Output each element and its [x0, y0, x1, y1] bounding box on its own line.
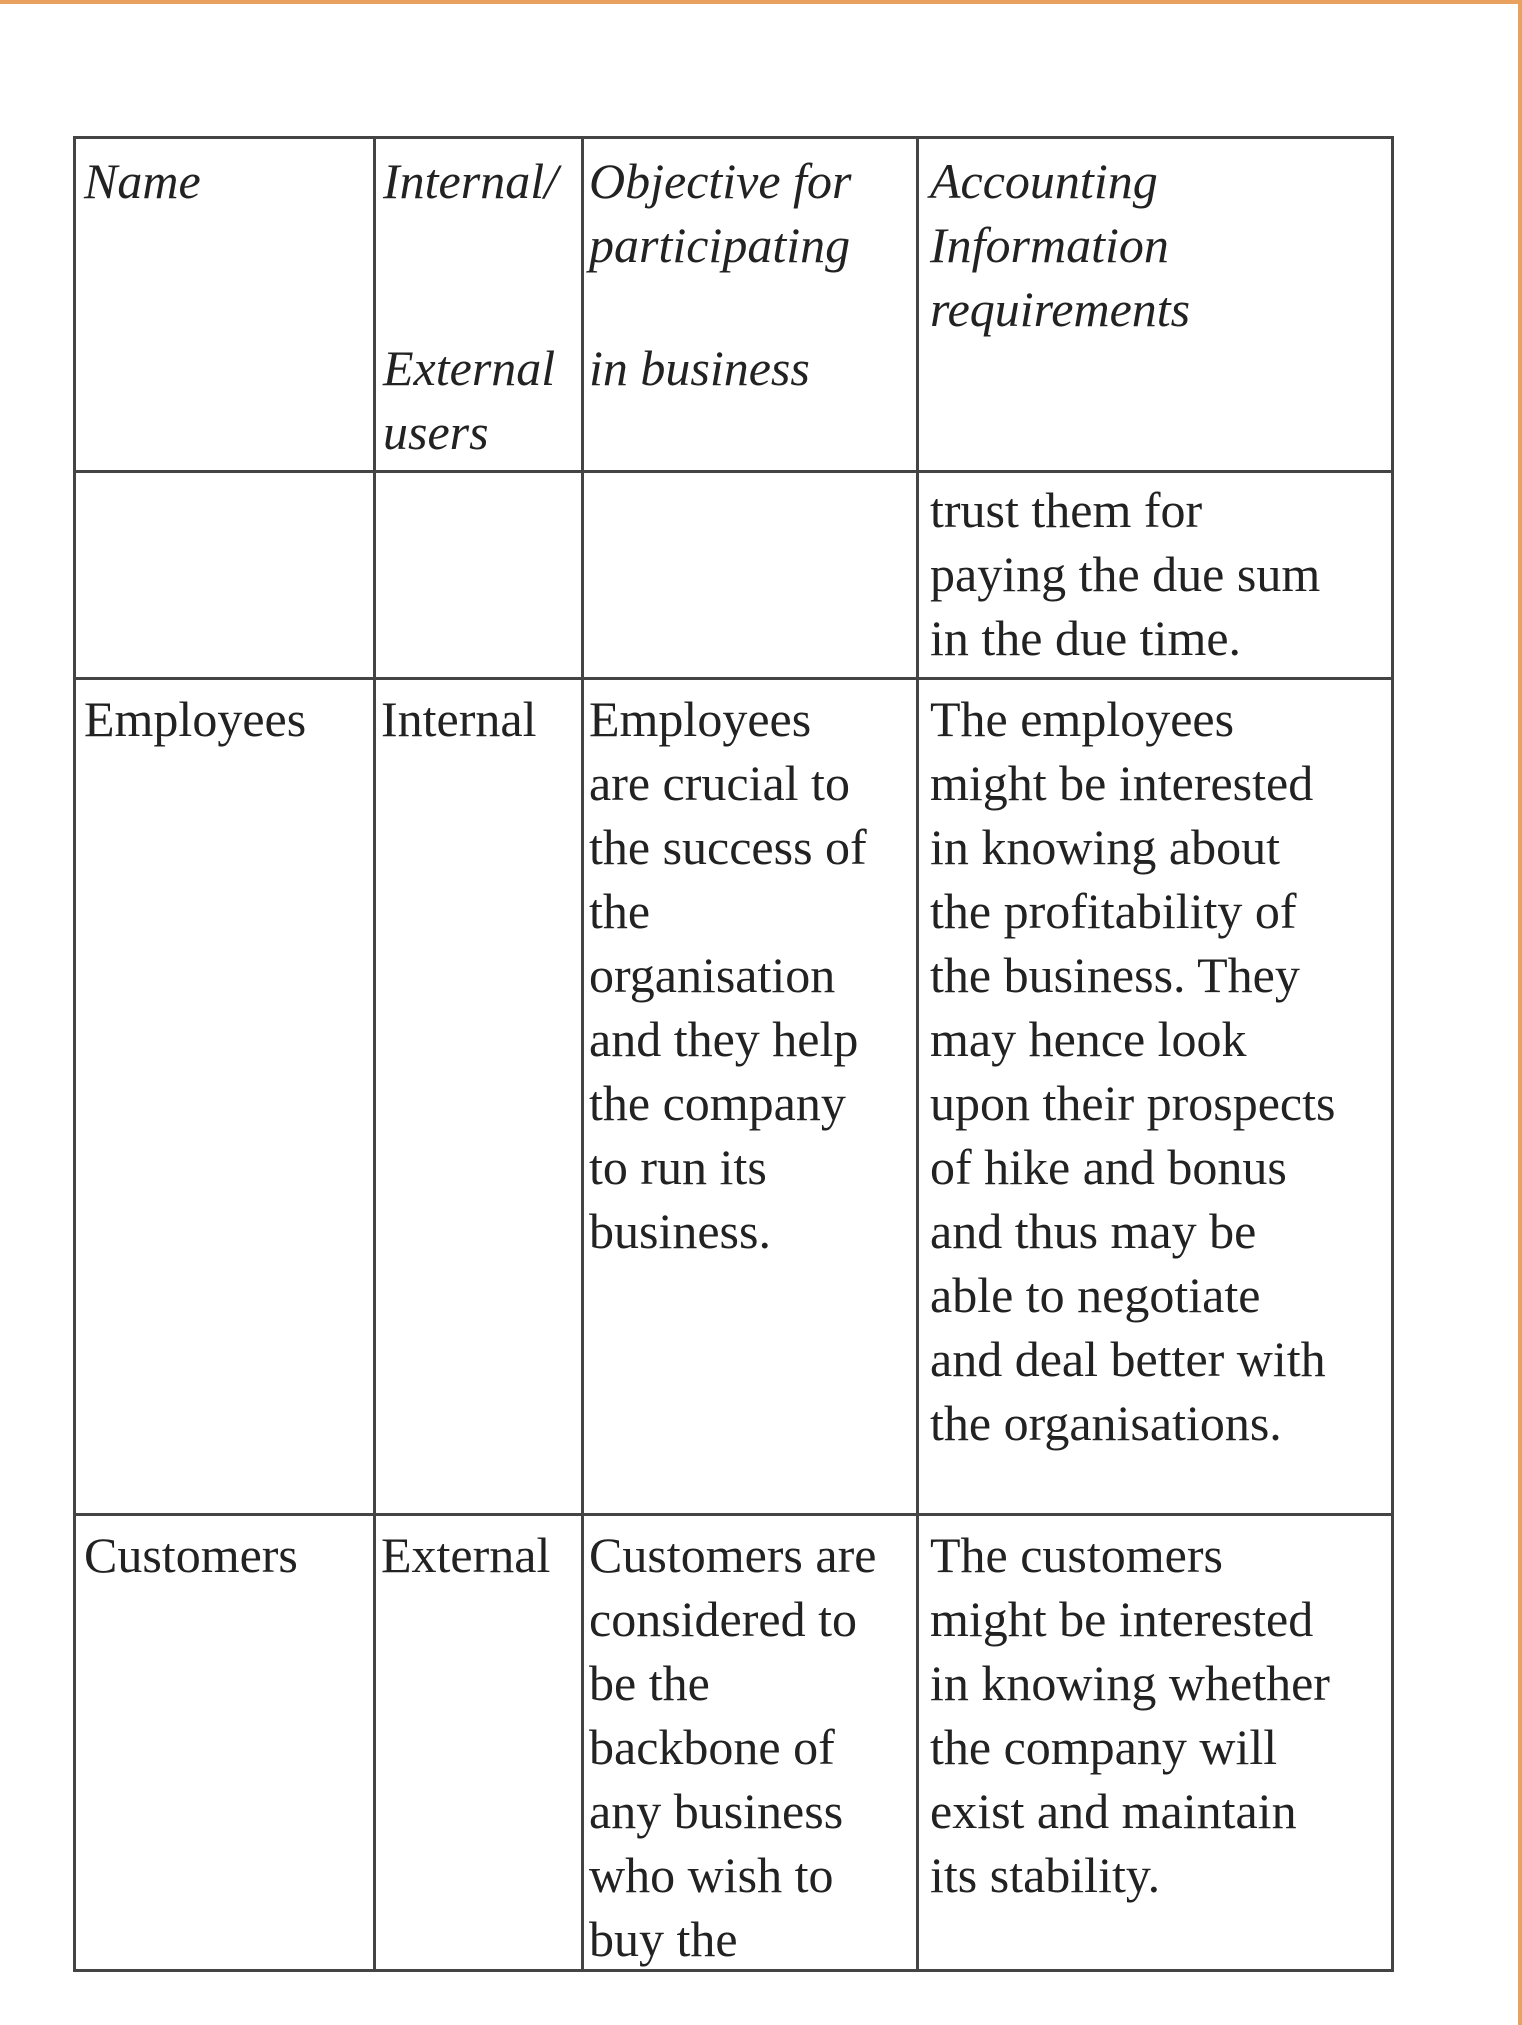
row-1-name: Employees — [84, 691, 307, 747]
stakeholder-table — [73, 136, 1394, 1972]
row-1-objective: Employees are crucial to the success of the organisation and they help the company to run its business. — [589, 691, 867, 1259]
row-2-requirements: The customers might be interested in knowing whether the company will exist and maintain its stability. — [930, 1527, 1330, 1903]
row-0-name — [76, 470, 373, 677]
row-2-type: External — [381, 1527, 551, 1583]
row-0-requirements: trust them for paying the due sum in the due time. — [930, 482, 1321, 666]
row-0-objective — [581, 470, 916, 677]
row-2-name: Customers — [84, 1527, 298, 1583]
header-internal-external-top: Internal/ — [383, 153, 558, 209]
header-name: Name — [84, 153, 201, 209]
row-0-type — [373, 470, 581, 677]
header-accounting-requirements: Accounting Information requirements — [930, 153, 1191, 337]
header-objective-bottom: in business — [589, 340, 810, 396]
row-2-objective: Customers are considered to be the backbone of any business who wish to buy the — [589, 1527, 877, 1967]
header-internal-external-bottom: External users — [383, 340, 556, 460]
row-1-requirements: The employees might be interested in knowing about the profitability of the business. They may hence look upon their prospects of hike and bonus and thus may be able to negotiate and deal better with the organisations. — [930, 691, 1336, 1451]
row-1-type: Internal — [381, 691, 537, 747]
header-objective-top: Objective for participating — [589, 153, 852, 273]
